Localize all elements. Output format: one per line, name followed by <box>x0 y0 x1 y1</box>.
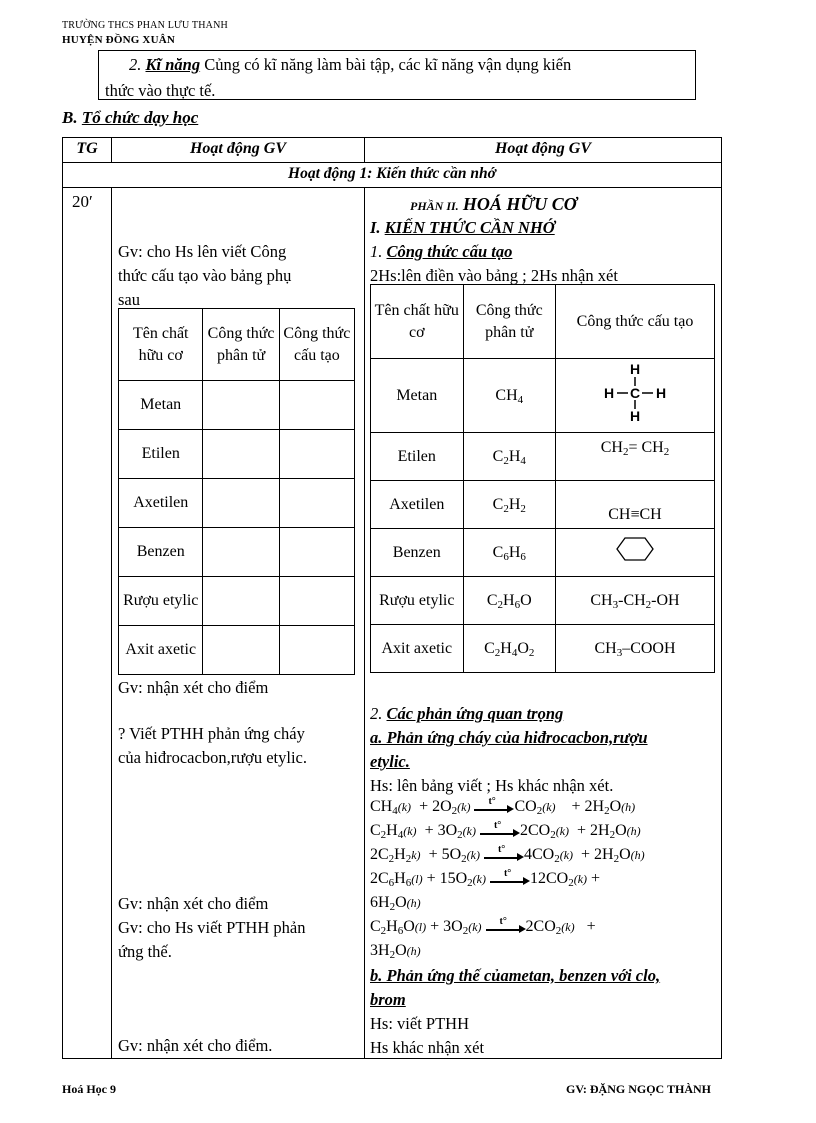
col-hs-header: Hoạt động GV <box>494 140 591 157</box>
gv-comment-3: Gv: nhận xét cho điểm. <box>118 1036 273 1055</box>
etilen-structure: $CH_2= CH_2$ <box>556 433 715 481</box>
svg-text:H: H <box>655 385 667 401</box>
skills-text-2: thức vào thực tế. <box>105 81 216 100</box>
etilen-formula: $C_2H_4$ <box>463 433 555 481</box>
axetilen-formula: $C_2H_2$ <box>463 481 555 529</box>
sub-2a-title-2: etylic. <box>370 752 410 771</box>
sub-2b-title-1: b. Phản ứng thế củametan, benzen với clo, <box>370 966 661 985</box>
svg-text:H: H <box>603 385 615 401</box>
table-row: Rượu etylic <box>371 577 464 625</box>
gv-question-2: của hiđrocacbon,rượu etylic. <box>118 748 308 767</box>
equation-2: $C_2H_4(k) + 3O_2(k)$ t° $2CO_2(k) + 2H_2O(h)$ <box>370 820 641 841</box>
benzen-formula: $C_6H_6$ <box>463 529 555 577</box>
col-gv-header: Hoạt động GV <box>189 140 286 157</box>
hs-th-formula: Công thức phân tử <box>463 285 555 359</box>
equation-5b: $3H_2O(h)$ <box>370 942 421 961</box>
table-row: Axit axetic <box>119 626 203 675</box>
svg-text:H: H <box>629 408 641 423</box>
gv-comment-2: Gv: nhận xét cho điểm <box>118 894 269 913</box>
axetilen-structure: CH≡CH <box>556 481 715 529</box>
hs-note-2: Hs: viết PTHH <box>370 1014 469 1033</box>
table-row: Benzen <box>371 529 464 577</box>
gv-request-1: Gv: cho Hs viết PTHH phản <box>118 918 306 937</box>
axit-formula: $C_2H_4O_2$ <box>463 625 555 673</box>
svg-text:C: C <box>629 385 641 401</box>
table-row: Axetilen <box>119 479 203 528</box>
hs-th-name: Tên chất hữu cơ <box>371 285 464 359</box>
ruou-formula: $C_2H_6O$ <box>463 577 555 625</box>
hs-th-structure: Công thức cấu tạo <box>556 285 715 359</box>
gv-th-formula: Công thức phân tử <box>203 309 279 381</box>
section-1-title: I. KIẾN THỨC CẦN NHỚ <box>370 218 555 237</box>
section-b-title: B. Tổ chức dạy học <box>62 108 199 127</box>
time-value: 20′ <box>72 192 93 211</box>
table-row: Etilen <box>119 430 203 479</box>
district-name: HUYỆN ĐỒNG XUÂN <box>62 34 175 46</box>
skills-box <box>98 50 696 100</box>
table-row: Etilen <box>371 433 464 481</box>
sub-2a-title-1: a. Phản ứng cháy của hiđrocacbon,rượu <box>370 728 648 747</box>
equation-4b: $6H_2O(h)$ <box>370 894 421 913</box>
gv-comment-1: Gv: nhận xét cho điểm <box>118 678 269 697</box>
gv-th-name: Tên chất hữu cơ <box>119 309 203 381</box>
table-row: Axit axetic <box>371 625 464 673</box>
skills-number: 2. <box>129 55 142 74</box>
table-row: Benzen <box>119 528 203 577</box>
col-tg-header: TG <box>76 140 98 157</box>
table-row: Metan <box>119 381 203 430</box>
ruou-structure: $CH_3-CH_2-OH$ <box>556 577 715 625</box>
equation-3: $2C_2H_2k) + 5O_2(k)$ t° $4CO_2(k) + 2H_2O(h)$ <box>370 844 645 865</box>
gv-th-structure: Công thức cấu tạo <box>279 309 354 381</box>
footer-teacher: GV: ĐẶNG NGỌC THÀNH <box>566 1082 712 1096</box>
gv-question-1: ? Viết PTHH phản ứng cháy <box>118 724 305 743</box>
gv-line-1: Gv: cho Hs lên viết Công <box>118 242 287 261</box>
hs-instruction: 2Hs:lên điền vào bảng ; 2Hs nhận xét <box>370 266 618 285</box>
table-row: Metan <box>371 359 464 433</box>
gv-line-2: thức cấu tạo vào bảng phụ <box>118 266 292 285</box>
axit-structure: $CH_3$–COOH <box>556 625 715 673</box>
hs-note-1: Hs: lên bảng viết ; Hs khác nhận xét. <box>370 776 614 795</box>
school-name: TRƯỜNG THCS PHAN LƯU THANH <box>62 20 228 31</box>
table-row: Rượu etylic <box>119 577 203 626</box>
skills-label: Kĩ năng <box>145 55 201 74</box>
benzene-ring-icon <box>556 529 715 577</box>
gv-table <box>118 308 355 675</box>
gv-request-2: ứng thế. <box>118 942 172 961</box>
equation-5a: $C_2H_6O(l) + 3O_2(k)$ t° $2CO_2(k)$ + <box>370 916 596 937</box>
equation-1: $CH_4(k) + 2O_2(k)$ t° $CO_2(k)$ + $2H_2O(h)$ <box>370 796 636 817</box>
hs-table <box>370 284 715 673</box>
gv-line-3: sau <box>118 290 140 309</box>
skills-text-1: Củng có kĩ năng làm bài tập, các kĩ năng vận dụng kiến <box>200 55 572 74</box>
footer-subject: Hoá Học 9 <box>62 1082 116 1096</box>
sub-2b-title-2: brom <box>370 990 406 1009</box>
metan-structure-icon <box>556 359 715 433</box>
metan-formula: $CH_4$ <box>463 359 555 433</box>
part-title: PHẦN II. HOÁ HỮU CƠ <box>410 194 577 214</box>
sub-1-title: 1. Công thức cấu tạo <box>370 242 513 261</box>
hs-note-3: Hs khác nhận xét <box>370 1038 485 1057</box>
sub-2-title: 2. Các phản ứng quan trọng <box>370 704 564 723</box>
table-row: Axetilen <box>371 481 464 529</box>
equation-4a: $2C_6H_6(l) + 15O_2(k)$ t° $12CO_2(k)$ + <box>370 868 601 889</box>
svg-text:H: H <box>629 361 641 377</box>
activity-title: Hoạt động 1: Kiến thức cần nhớ <box>288 165 496 182</box>
